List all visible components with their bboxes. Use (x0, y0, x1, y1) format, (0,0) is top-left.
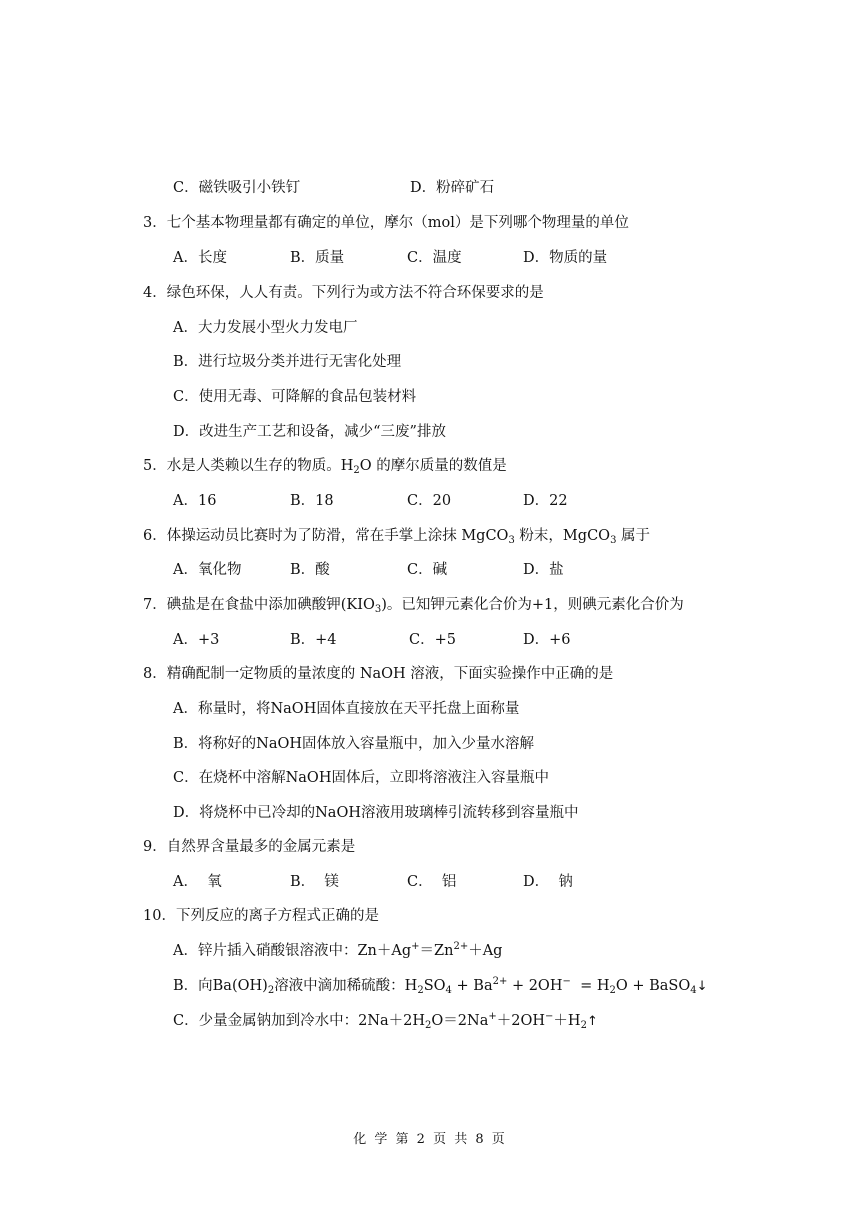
up-arrow-icon: ↑ (586, 1014, 598, 1029)
q10-b-text-5: + 2OH (507, 978, 563, 994)
q9-option-b: B． 镁 (290, 874, 339, 890)
q10-a-text-3: ＋Ag (468, 943, 503, 959)
q6-stem (143, 526, 650, 546)
q7-stem-text-2: )。已知钾元素化合价为+1，则碘元素化合价为 (381, 597, 684, 613)
q9-option-a: A． 氧 (173, 874, 222, 890)
q10-b-sub-2: 2 (417, 985, 424, 996)
q10-stem: 10．下列反应的离子方程式正确的是 (143, 908, 379, 924)
q10-option-a (173, 941, 502, 961)
q3-option-c: C．温度 (407, 250, 462, 266)
q5-stem-sub: 2 (353, 465, 360, 476)
q6-option-b: B．酸 (290, 562, 330, 578)
q10-c-text-2: O＝2Na (431, 1013, 489, 1029)
q2-option-d: D．粉碎矿石 (410, 180, 495, 196)
q7-stem-sub: 3 (374, 604, 382, 615)
q4-stem: 4．绿色环保，人人有责。下列行为或方法不符合环保要求的是 (143, 285, 544, 301)
q10-b-sub-3: 4 (445, 985, 452, 996)
q5-stem-text: 5．水是人类赖以生存的物质。H (143, 458, 354, 474)
q4-option-a: A．大力发展小型火力发电厂 (173, 320, 358, 336)
down-arrow-icon: ↓ (696, 979, 708, 994)
q6-stem-sub-1: 3 (508, 535, 515, 546)
q10-a-text-2: ＝Zn (419, 943, 454, 959)
q6-option-d: D．盐 (523, 562, 564, 578)
q5-option-b: B．18 (290, 493, 334, 509)
q4-option-c: C．使用无毒、可降解的食品包装材料 (173, 389, 417, 405)
q9-stem: 9．自然界含量最多的金属元素是 (143, 839, 356, 855)
q4-option-b: B．进行垃圾分类并进行无害化处理 (173, 354, 402, 370)
q5-stem (143, 456, 507, 476)
q6-stem-text-2: 粉末，MgCO (514, 528, 611, 544)
q3-option-d: D．物质的量 (523, 250, 608, 266)
q10-b-text-2: 溶液中滴加稀硫酸：H (274, 978, 418, 994)
q10-b-text-7: O + BaSO (615, 978, 691, 994)
q6-stem-sub-2: 3 (610, 535, 617, 546)
q10-b-text-4: + Ba (451, 978, 493, 994)
q10-c-sub-2: 2 (580, 1020, 587, 1031)
q5-stem-text-2: O 的摩尔质量的数值是 (359, 458, 507, 474)
q10-c-sub-1: 2 (425, 1020, 432, 1031)
q7-option-c: C．+5 (409, 632, 456, 648)
q10-b-sub-5: 4 (690, 985, 697, 996)
q10-c-text: C．少量金属钠加到冷水中：2Na＋2H (173, 1013, 426, 1029)
q10-b-sup-1: 2+ (492, 976, 508, 987)
q7-option-b: B．+4 (290, 632, 337, 648)
q9-option-d: D． 钠 (523, 874, 573, 890)
q10-option-c (173, 1011, 598, 1032)
q9-options-row (173, 872, 573, 892)
q10-b-sup-2: − (562, 976, 571, 987)
q2-options-row (173, 178, 495, 198)
q6-stem-text-3: 属于 (616, 528, 651, 544)
q10-option-b (173, 976, 708, 997)
q10-a-sup-2: 2+ (453, 941, 469, 952)
q8-stem: 8．精确配制一定物质的量浓度的 NaOH 溶液，下面实验操作中正确的是 (143, 666, 614, 682)
q10-a-sup-1: + (411, 941, 420, 952)
q7-option-a: A．+3 (173, 632, 220, 648)
q6-stem-text: 6．体操运动员比赛时为了防滑，常在手掌上涂抹 MgCO (143, 528, 509, 544)
q6-option-a: A．氧化物 (173, 562, 242, 578)
q3-options-row (173, 248, 608, 268)
q9-option-c: C． 铝 (407, 874, 457, 890)
q10-b-sub-4: 2 (609, 985, 616, 996)
q8-option-c: C．在烧杯中溶解NaOH固体后，立即将溶液注入容量瓶中 (173, 770, 549, 786)
q5-option-a: A．16 (173, 493, 217, 509)
q2-option-c: C．磁铁吸引小铁钉 (173, 180, 301, 196)
q3-option-a: A．长度 (173, 250, 227, 266)
q8-option-b: B．将称好的NaOH固体放入容量瓶中，加入少量水溶解 (173, 736, 535, 752)
q7-stem-text: 7．碘盐是在食盐中添加碘酸钾(KIO (143, 597, 375, 613)
q5-options-row (173, 491, 568, 511)
q5-option-d: D．22 (523, 493, 568, 509)
q10-b-text-3: SO (423, 978, 446, 994)
q6-option-c: C．碱 (407, 562, 448, 578)
q10-b-text: B．向Ba(OH) (173, 978, 268, 994)
q3-stem: 3．七个基本物理量都有确定的单位，摩尔（mol）是下列哪个物理量的单位 (143, 215, 629, 231)
q10-b-text-6: = H (570, 978, 610, 994)
q8-option-a: A．称量时，将NaOH固体直接放在天平托盘上面称量 (173, 701, 520, 717)
q7-option-d: D．+6 (523, 632, 571, 648)
q10-c-sup-1: + (488, 1011, 497, 1022)
q10-c-sup-2: − (545, 1011, 554, 1022)
q10-c-text-3: ＋2OH (496, 1013, 546, 1029)
q10-b-sub-1: 2 (267, 985, 275, 996)
q6-options-row (173, 560, 564, 580)
q10-a-text: A．锌片插入硝酸银溶液中：Zn＋Ag (173, 943, 412, 959)
q7-options-row (173, 630, 571, 650)
q4-option-d: D．改进生产工艺和设备，减少“三废”排放 (173, 424, 446, 440)
page-footer: 化 学 第 2 页 共 8 页 (353, 1132, 507, 1147)
q10-c-text-4: ＋H (553, 1013, 581, 1029)
q8-option-d: D．将烧杯中已冷却的NaOH溶液用玻璃棒引流转移到容量瓶中 (173, 805, 579, 821)
q7-stem (143, 595, 684, 615)
q5-option-c: C．20 (407, 493, 452, 509)
q3-option-b: B．质量 (290, 250, 345, 266)
